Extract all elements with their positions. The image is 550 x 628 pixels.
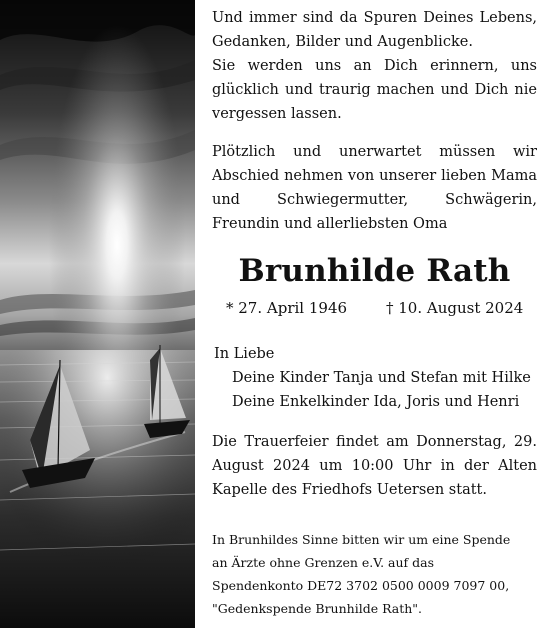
- donation-notice: [212, 528, 537, 620]
- donation-line: "Gedenkspende Brunhilde Rath".: [212, 601, 423, 616]
- donation-line: an Ärzte ohne Grenzen e.V. auf das: [212, 555, 435, 570]
- mourner-line: Deine Enkelkinder Ida, Joris und Henri: [232, 394, 520, 410]
- sailboats-sunset-image: [0, 0, 195, 628]
- mourners: [214, 342, 537, 414]
- announcement-intro: Plötzlich und unerwartet müssen wir Abschied nehmen von unserer lieben Mama und Schwiegermutter, Schwägerin, Freundin und allerliebsten Oma: [212, 144, 537, 232]
- donation-line: Spendenkonto DE72 3702 0500 0009 7097 00,: [212, 578, 510, 593]
- sailboats-photo: [0, 0, 195, 628]
- verse-part-2: Sie werden uns an Dich erinnern, uns glücklich und traurig machen und Dich nie vergessen lassen.: [212, 58, 537, 122]
- birth-date: * 27. April 1946: [226, 299, 348, 317]
- death-date: † 10. August 2024: [386, 299, 524, 317]
- mourner-line: Deine Kinder Tanja und Stefan mit Hilke: [232, 370, 531, 386]
- mourners-lead: In Liebe: [214, 346, 275, 362]
- donation-line: In Brunhildes Sinne bitten wir um eine Spende: [212, 532, 511, 547]
- funeral-notice: Die Trauerfeier findet am Donnerstag, 29. August 2024 um 10:00 Uhr in der Alten Kapelle des Friedhofs Uetersen statt.: [212, 434, 537, 498]
- memorial-verse: [212, 6, 537, 126]
- deceased-name: Brunhilde Rath: [238, 253, 511, 289]
- verse-part-1: Und immer sind da Spuren Deines Lebens, Gedanken, Bilder und Augenblicke.: [212, 10, 537, 50]
